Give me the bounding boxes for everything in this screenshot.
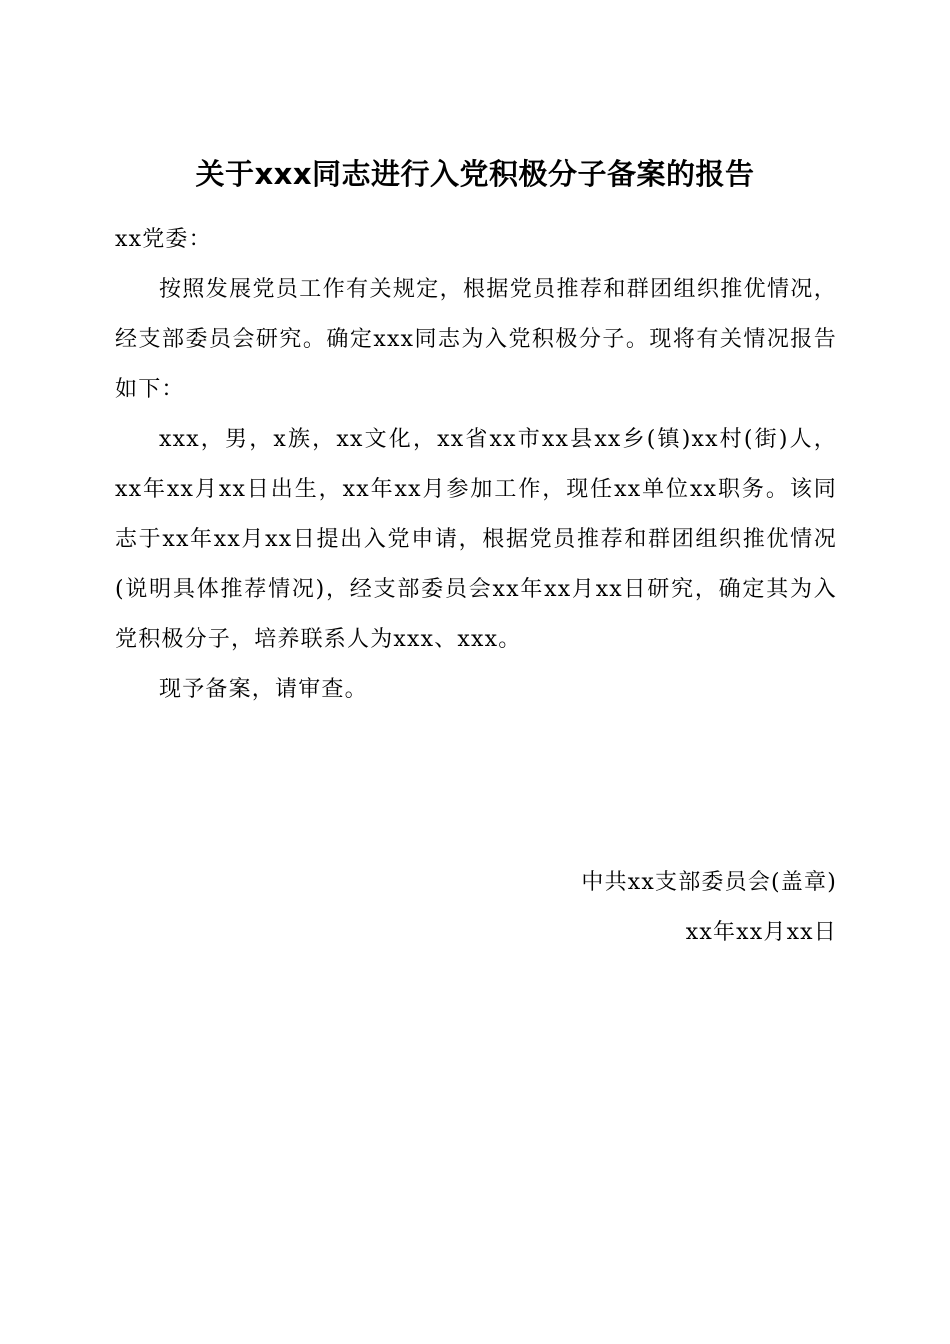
- paragraph-details: xxx，男，x族，xx文化，xx省xx市xx县xx乡(镇)xx村(街)人，xx年xx月xx日出生，xx年xx月参加工作，现任xx单位xx职务。该同志于xx年xx月xx日提出入党申请，根据党员推荐和群团组织推优情况(说明具体推荐情况)，经支部委员会xx年xx月xx日研究，确定其为入党积极分子，培养联系人为xxx、xxx。: [115, 427, 837, 652]
- document-title: 关于xxx同志进行入党积极分子备案的报告: [195, 157, 755, 191]
- signature-date: xx年xx月xx日: [685, 920, 837, 945]
- salutation: xx党委：: [115, 227, 212, 252]
- document-body: [115, 265, 837, 715]
- paragraph-closing: 现予备案，请审查。: [159, 677, 368, 702]
- signature-organization: 中共xx支部委员会(盖章): [581, 870, 837, 895]
- paragraph-intro: 按照发展党员工作有关规定，根据党员推荐和群团组织推优情况，经支部委员会研究。确定xxx同志为入党积极分子。现将有关情况报告如下：: [115, 277, 837, 402]
